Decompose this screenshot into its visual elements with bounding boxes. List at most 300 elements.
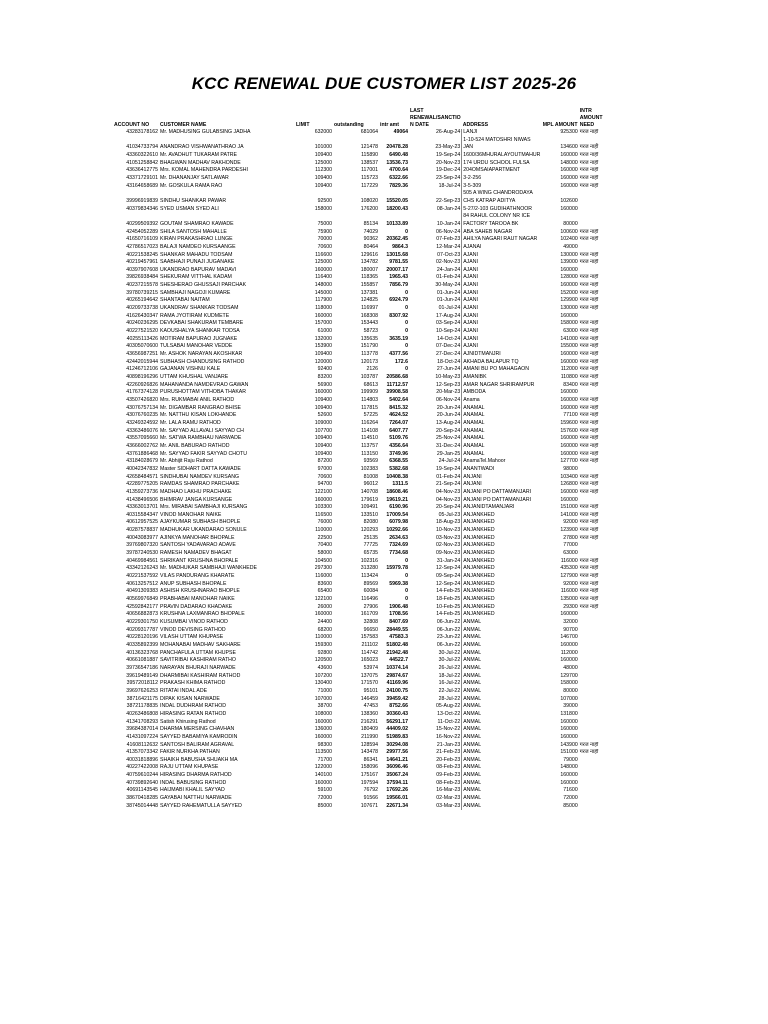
limit-cell: 52600 <box>317 412 332 419</box>
outstanding-cell: 216291 <box>360 718 378 725</box>
customer-name-cell: UKANDRAV SHANKAR TODSAM <box>160 305 239 312</box>
intr-need-cell <box>579 244 604 252</box>
outstanding-cell: 90362 <box>363 236 378 243</box>
outstanding-cell: 76792 <box>363 787 378 794</box>
account-no-cell: 40613257512 <box>126 580 158 587</box>
intr-need-cell: गरज नाही <box>579 151 599 158</box>
renewal-date-cell: 10-Jan-24 <box>436 220 461 227</box>
intr-amt-cell: 0 <box>405 305 408 312</box>
intr-amt-cell: 8307.92 <box>389 312 408 319</box>
renewal-date-cell: 23-Jun-22 <box>436 634 461 641</box>
table-row <box>113 757 603 765</box>
renewal-date-cell: 19-Dec-24 <box>435 167 461 174</box>
outstanding-cell: 89569 <box>363 580 378 587</box>
limit-cell: 107700 <box>314 427 332 434</box>
address-cell: ANJANI PO DATTAMANJARI <box>462 489 542 497</box>
customer-name-cell: Mr. MADHUKAR SAMBHAJI WANKHEDE <box>160 565 257 572</box>
intr-amt-cell: 20586.68 <box>386 374 408 380</box>
limit-cell: 109400 <box>314 174 332 181</box>
mpl-amount-cell: 160000 <box>560 389 578 396</box>
customer-name-cell: Mr. DHANANJAY SATLAWAR <box>160 174 229 181</box>
renewal-date-cell: 27-Dec-24 <box>435 351 461 358</box>
limit-cell: 109400 <box>314 396 332 403</box>
intr-need-cell: गरज नाही <box>579 381 599 388</box>
mpl-amount-cell: 92000 <box>563 580 578 587</box>
renewal-date-cell: 06-Jun-22 <box>436 641 461 648</box>
customer-name-cell: Mr. SAYYAD FAKIR SAYYAD CHOTU <box>160 450 247 457</box>
mpl-amount-cell: 139000 <box>560 259 578 266</box>
mpl-amount-cell: 131800 <box>560 710 578 717</box>
limit-cell: 70400 <box>317 542 332 549</box>
renewal-date-cell: 24-Jul-24 <box>438 458 461 465</box>
table-row <box>113 604 603 612</box>
intr-need-cell <box>579 688 604 696</box>
account-no-cell: 40379834346 <box>126 205 158 212</box>
table-row <box>113 435 603 443</box>
outstanding-cell: 25135 <box>363 534 378 541</box>
account-no-cell: 43360322610 <box>126 151 158 158</box>
intr-need-cell <box>579 657 604 665</box>
intr-need-cell: गरज नाही <box>579 182 599 189</box>
mpl-amount-cell: 160000 <box>560 733 578 740</box>
limit-cell: 85000 <box>317 802 332 809</box>
table-row <box>113 634 603 642</box>
account-no-cell: 41767374128 <box>126 389 158 396</box>
intr-need-cell <box>579 726 604 734</box>
account-no-cell: 42442015944 <box>126 358 158 365</box>
address-cell: AKHADA BALAPUR TQ <box>462 359 542 367</box>
header-account-no: ACCOUNT NO <box>114 122 150 128</box>
outstanding-cell: 180409 <box>360 726 378 733</box>
mpl-amount-cell: 48000 <box>563 664 578 671</box>
intr-need-cell: गरज नाही <box>579 588 599 595</box>
intr-amt-cell: 8415.32 <box>389 404 408 411</box>
mpl-amount-cell: 77000 <box>563 542 578 549</box>
mpl-amount-cell: 148000 <box>560 159 578 166</box>
customer-name-cell: Mr. LALA RAMU RATHOD <box>160 419 221 426</box>
address-cell: ABA SAHEB NAGAR <box>462 229 542 237</box>
intr-need-cell: गरज नाही <box>579 358 599 365</box>
outstanding-cell: 128594 <box>360 741 378 748</box>
intr-need-cell: गरज नाही <box>579 580 599 587</box>
renewal-date-cell: 20-Mar-23 <box>436 389 461 396</box>
address-cell: 1600/36MHURALAYOUTMAHUR <box>463 151 541 158</box>
table-row <box>113 719 603 727</box>
address-cell: ANJANKHED <box>462 519 542 527</box>
address-cell: ANMAL <box>462 634 542 642</box>
mpl-amount-cell: 143900 <box>560 741 578 748</box>
outstanding-cell: 53974 <box>363 664 378 671</box>
intr-amt-cell: 7856.79 <box>389 282 408 289</box>
table-row <box>113 420 603 428</box>
address-cell: ANMAL <box>462 696 542 704</box>
renewal-date-cell: 14-Oct-24 <box>437 335 461 342</box>
intr-need-cell: गरज नाही <box>579 328 599 335</box>
mpl-amount-cell: 27800 <box>563 534 578 541</box>
address-cell: ANMAL <box>462 619 542 627</box>
table-row <box>113 764 603 772</box>
intr-need-cell <box>579 206 604 214</box>
intr-amt-cell: 13536.73 <box>386 159 408 166</box>
address-cell: 174 URDU SCHOOL FULSA <box>462 160 542 168</box>
address-cell: AJANI <box>462 290 542 298</box>
table-row <box>113 673 603 681</box>
intr-need-cell: गरज नाही <box>579 749 599 756</box>
address-cell: ANJANKHED <box>462 581 542 589</box>
address-cell: AJANI <box>462 259 542 267</box>
customer-name-cell: INDAL BABUSING RATHOD <box>160 779 227 786</box>
customer-name-cell: SHEKURAM VITTHAL KADAM <box>160 274 232 281</box>
address-cell: ANMAL <box>462 703 542 711</box>
outstanding-cell: 117229 <box>361 182 378 189</box>
account-no-cell: 38745014448 <box>126 802 158 809</box>
outstanding-cell: 81008 <box>363 473 378 480</box>
renewal-date-cell: 30-Jul-22 <box>438 649 461 656</box>
table-row <box>113 213 603 228</box>
renewal-date-cell: 18-Feb-25 <box>436 596 461 603</box>
address-cell: ANMAL <box>462 742 542 750</box>
customer-name-cell: SHESHERAO GHUSSAJI PARCHAK <box>160 282 247 289</box>
limit-cell: 116500 <box>315 511 332 518</box>
customer-name-cell: Mr. ANIL BABURAO RATHOD <box>160 442 230 449</box>
account-no-cell: 39684387014 <box>126 726 158 733</box>
table-row <box>113 183 603 191</box>
mpl-amount-cell: 159600 <box>560 419 578 426</box>
address-cell: ANMAL <box>462 787 542 795</box>
outstanding-cell: 113757 <box>361 442 378 449</box>
limit-cell: 160000 <box>314 718 332 725</box>
intr-amt-cell: 51802.48 <box>386 641 408 648</box>
address-cell: AMANI BU PO MAHAGAON <box>462 366 542 374</box>
mpl-amount-cell: 102600 <box>560 197 578 204</box>
intr-amt-cell: 0 <box>405 366 408 373</box>
mpl-amount-cell: 80000 <box>563 687 578 694</box>
mpl-amount-cell: 63000 <box>563 550 578 557</box>
address-cell: ANMAL <box>462 780 542 788</box>
mpl-amount-cell: 148000 <box>560 764 578 771</box>
limit-cell: 120000 <box>314 358 332 365</box>
mpl-amount-cell: 160000 <box>560 404 578 411</box>
intr-amt-cell: 30294.08 <box>386 741 408 748</box>
intr-need-cell <box>579 719 604 727</box>
customer-name-cell: Satish Khirusing Rathod <box>160 718 216 725</box>
intr-amt-cell: 39459.42 <box>386 695 408 702</box>
renewal-date-cell: 11-Oct-22 <box>437 718 461 725</box>
address-cell: ANMAL <box>462 657 542 665</box>
intr-amt-cell: 6924.79 <box>389 297 408 304</box>
renewal-date-cell: 19-Sep-24 <box>435 151 461 158</box>
customer-name-cell: SAMBHAJI NAGOJI KUMARE <box>160 289 231 296</box>
mpl-amount-cell: 141000 <box>560 335 578 342</box>
table-row <box>113 581 603 589</box>
account-no-cell: 43164658689 <box>126 182 158 189</box>
intr-amt-cell: 44522.7 <box>389 657 408 664</box>
intr-need-cell: गरज नाही <box>579 573 599 580</box>
mpl-amount-cell: 160000 <box>560 718 578 725</box>
intr-amt-cell: 7829.36 <box>389 182 408 189</box>
outstanding-cell: 32808 <box>363 619 378 625</box>
customer-name-cell: ANUP SUBHASH BHOPALE <box>160 580 227 587</box>
mpl-amount-cell: 130000 <box>560 305 578 312</box>
limit-cell: 632000 <box>314 129 332 135</box>
table-row <box>113 650 603 658</box>
table-row <box>113 274 603 282</box>
outstanding-cell: 153443 <box>360 320 378 327</box>
table-row <box>113 550 603 558</box>
address-cell: ANMAL <box>462 665 542 673</box>
outstanding-cell: 47453 <box>363 703 378 710</box>
intr-amt-cell: 10292.66 <box>386 527 408 534</box>
limit-cell: 110000 <box>315 634 332 641</box>
intr-need-cell <box>579 665 604 673</box>
customer-name-cell: MOHANABAI MADHAV SAKHARE <box>160 641 241 648</box>
table-row <box>113 680 603 688</box>
intr-amt-cell: 15979.78 <box>386 565 408 572</box>
header-mpl-amount: MPL AMOUNT <box>542 122 578 128</box>
address-cell: 5-27/2-103 GUDIHATHNOOR <box>462 206 542 214</box>
address-cell: ANJANKHED <box>462 550 542 558</box>
outstanding-cell: 58723 <box>363 328 378 335</box>
renewal-date-cell: 15-Nov-22 <box>435 726 461 733</box>
customer-name-cell: RAMA JYOTIRAM KUDMETE <box>160 312 230 319</box>
customer-name-cell: PRAVIN DADARAO KHADAKE <box>160 603 233 610</box>
limit-cell: 109000 <box>314 419 332 426</box>
intr-amt-cell: 3635.19 <box>389 335 408 342</box>
intr-need-cell <box>579 389 604 397</box>
renewal-date-cell: 01-Feb-24 <box>436 473 461 480</box>
limit-cell: 125000 <box>314 159 332 166</box>
outstanding-cell: 85134 <box>363 220 378 227</box>
intr-amt-cell: 6079.98 <box>389 519 408 526</box>
table-row <box>113 466 603 474</box>
address-cell: ANAMAL <box>462 435 542 443</box>
table-row <box>113 428 603 436</box>
table-row <box>113 336 603 344</box>
address-cell: ANMAL <box>462 772 542 780</box>
customer-name-cell: SHAIKH BABUSHA SHUAKH MA <box>160 756 238 763</box>
outstanding-cell: 165023 <box>360 657 378 664</box>
table-row <box>113 711 603 719</box>
account-no-cell: 39996919839 <box>126 197 158 204</box>
address-cell: AJNIDTMANJRI <box>462 351 542 359</box>
intr-need-cell: गरज नाही <box>579 289 599 296</box>
customer-name-cell: BHIMRAV JANGA KURSANGE <box>160 496 233 503</box>
intr-need-cell: गरज नाही <box>579 259 599 266</box>
intr-need-cell: गरज नाही <box>579 251 599 258</box>
mpl-amount-cell: 63000 <box>563 328 578 335</box>
customer-name-cell: SAYYED RAHEMATULLA SAYYED <box>160 802 242 809</box>
header-address: ADDRESS <box>462 122 489 128</box>
address-cell: ANJANKHED <box>462 604 542 612</box>
intr-amt-cell: 1311.5 <box>392 481 408 488</box>
table-row <box>113 382 603 390</box>
renewal-date-cell: 14-Feb-25 <box>436 588 461 595</box>
limit-cell: 24400 <box>317 619 332 625</box>
renewal-date-cell: 10-May-23 <box>435 374 461 380</box>
limit-cell: 83600 <box>317 580 332 587</box>
intr-need-cell: गरज नाही <box>579 236 599 243</box>
renewal-date-cell: 05-Aug-22 <box>435 703 461 710</box>
limit-cell: 132000 <box>314 335 332 342</box>
intr-need-cell: गरज नाही <box>579 565 599 572</box>
outstanding-cell: 102316 <box>360 557 378 564</box>
header-intr-amount-need: INTR AMOUNT NEED <box>579 108 603 128</box>
table-row <box>113 642 603 650</box>
customer-name-cell: PURUSHOTTAM VITHOBA THAKAR <box>160 389 246 396</box>
account-no-cell: 40491309383 <box>126 588 158 595</box>
account-no-cell: 40043083977 <box>126 534 158 541</box>
mpl-amount-cell: 116000 <box>560 557 578 564</box>
account-no-cell: 40031818896 <box>126 756 158 763</box>
table-row <box>113 795 603 803</box>
renewal-date-cell: 31-Jan-24 <box>436 557 461 564</box>
limit-cell: 107000 <box>314 695 332 702</box>
address-cell: ANJANKHED <box>462 512 542 520</box>
mpl-amount-cell: 39000 <box>563 703 578 710</box>
renewal-date-cell: 01-Jun-24 <box>436 297 461 304</box>
limit-cell: 160000 <box>314 611 332 618</box>
account-no-cell: 42658484571 <box>126 473 158 480</box>
mpl-amount-cell: 151000 <box>560 504 578 511</box>
mpl-amount-cell: 160000 <box>560 726 578 733</box>
table-row <box>113 297 603 305</box>
account-no-cell: 40656882873 <box>126 611 158 618</box>
address-cell: ANAMAL <box>462 451 542 459</box>
renewal-date-cell: 18-Aug-23 <box>435 519 461 526</box>
intr-amt-cell: 21942.48 <box>386 649 408 656</box>
address-cell: ANJANKHED <box>462 565 542 573</box>
intr-need-cell <box>579 466 604 474</box>
intr-need-cell: गरज नाही <box>579 320 599 327</box>
account-no-cell: 40612957525 <box>126 519 158 526</box>
account-no-cell: 41650716109 <box>126 236 158 243</box>
mpl-amount-cell: 160000 <box>560 496 578 503</box>
intr-amt-cell: 10133.89 <box>386 220 408 227</box>
intr-amt-cell: 18200.43 <box>386 205 408 212</box>
limit-cell: 75000 <box>317 220 332 227</box>
table-row <box>113 542 603 550</box>
intr-amt-cell: 56291.17 <box>386 718 408 725</box>
customer-name-cell: Mr. NATTHU KISAN LOKHANDE <box>160 412 237 419</box>
account-no-cell: 42289775205 <box>126 481 158 488</box>
renewal-date-cell: 02-Mar-23 <box>436 795 461 802</box>
mpl-amount-cell: 435300 <box>560 565 578 572</box>
renewal-date-cell: 08-Feb-23 <box>436 764 461 771</box>
intr-amt-cell: 4356.64 <box>389 442 408 449</box>
limit-cell: 87200 <box>317 458 332 465</box>
account-no-cell: 42454052289 <box>126 228 158 235</box>
table-body <box>113 129 603 810</box>
intr-need-cell <box>579 772 604 780</box>
limit-cell: 103300 <box>314 504 332 511</box>
intr-amt-cell: 0 <box>405 557 408 564</box>
limit-cell: 120500 <box>314 657 332 664</box>
outstanding-cell: 199909 <box>360 389 378 396</box>
renewal-date-cell: 02-Nov-23 <box>435 542 461 549</box>
customer-name-cell: HIRASING RATAN RATHOD <box>160 710 227 717</box>
address-cell: ANMAL <box>462 795 542 803</box>
outstanding-cell: 161709 <box>360 611 378 618</box>
intr-amt-cell: 15520.05 <box>386 197 408 204</box>
mpl-amount-cell: 146700 <box>560 634 578 641</box>
renewal-date-cell: 03-Sep-24 <box>435 320 461 327</box>
table-row <box>113 366 603 374</box>
mpl-amount-cell: 160000 <box>560 611 578 618</box>
limit-cell: 94700 <box>317 481 332 488</box>
address-cell: ANMAL <box>462 803 542 811</box>
address-cell: ANMAL <box>462 642 542 650</box>
account-no-cell: 43076760235 <box>126 412 158 419</box>
mpl-amount-cell: 160000 <box>560 772 578 779</box>
intr-need-cell <box>579 787 604 795</box>
table-row <box>113 726 603 734</box>
intr-need-cell: गरज नाही <box>579 305 599 312</box>
address-cell: ANJANKHED <box>462 527 542 535</box>
intr-need-cell <box>579 703 604 711</box>
outstanding-cell: 107671 <box>360 802 378 809</box>
outstanding-cell: 103787 <box>360 374 378 380</box>
outstanding-cell: 138360 <box>360 710 378 717</box>
renewal-date-cell: 16-Mar-23 <box>436 787 461 794</box>
outstanding-cell: 120173 <box>360 358 378 365</box>
table-row <box>113 489 603 497</box>
customer-name-cell: Mrs. KOMAL MAHENDRA PARDESHI <box>160 167 248 174</box>
intr-need-cell <box>579 673 604 681</box>
intr-need-cell: गरज नाही <box>579 374 599 380</box>
table-row <box>113 703 603 711</box>
intr-amt-cell: 8752.66 <box>389 703 408 710</box>
limit-cell: 101000 <box>314 144 332 151</box>
intr-amt-cell: 3749.96 <box>389 450 408 457</box>
customer-name-cell: Master SIDHART DATTA KAWADE <box>160 465 241 472</box>
renewal-date-cell: 20-Feb-23 <box>436 756 461 763</box>
mpl-amount-cell: 107000 <box>560 695 578 702</box>
limit-cell: 122100 <box>314 488 332 495</box>
customer-name-cell: UTTAM KHUSHAL VANJARE <box>160 374 229 380</box>
intr-need-cell <box>579 696 604 704</box>
mpl-amount-cell: 160000 <box>560 657 578 664</box>
address-cell: AJANAI <box>462 244 542 252</box>
renewal-date-cell: 16-Nov-22 <box>435 733 461 740</box>
address-cell: ANJANIDTAMANJARI <box>462 504 542 512</box>
address-cell: ANAMAL <box>462 405 542 413</box>
account-no-cell: 43076757134 <box>126 404 158 411</box>
customer-name-cell: VILASH UTTAM KHUPASE <box>160 634 224 641</box>
renewal-date-cell: 22-Sep-23 <box>435 197 461 204</box>
account-no-cell: 40305070600 <box>126 343 158 350</box>
customer-name-cell: SANTOSH BALIRAM AGRAVAL <box>160 741 235 748</box>
customer-name-cell: Mr. Abhijit Raju Rathod <box>160 458 213 465</box>
limit-cell: 107200 <box>314 672 332 679</box>
limit-cell: 153900 <box>314 343 332 350</box>
limit-cell: 58000 <box>317 550 332 557</box>
mpl-amount-cell: 112000 <box>560 649 578 656</box>
customer-name-cell: GAYABAI NATTHU NARWADE <box>160 795 232 802</box>
mpl-amount-cell: 130000 <box>560 251 578 258</box>
account-no-cell: 43363013701 <box>126 504 158 511</box>
table-row <box>113 588 603 596</box>
mpl-amount-cell: 141000 <box>560 511 578 518</box>
account-no-cell: 40759610244 <box>126 772 158 779</box>
limit-cell: 104500 <box>314 557 332 564</box>
renewal-date-cell: 18-Oct-24 <box>437 358 461 365</box>
mpl-amount-cell: 160000 <box>560 358 578 365</box>
customer-name-cell: KRUSHNA LAXMANRAO BHOPALE <box>160 611 245 618</box>
customer-name-cell: SHANKAR MAHADU TODSAM <box>160 251 233 258</box>
table-row <box>113 160 603 168</box>
table-row <box>113 175 603 183</box>
outstanding-cell: 138537 <box>360 159 378 166</box>
